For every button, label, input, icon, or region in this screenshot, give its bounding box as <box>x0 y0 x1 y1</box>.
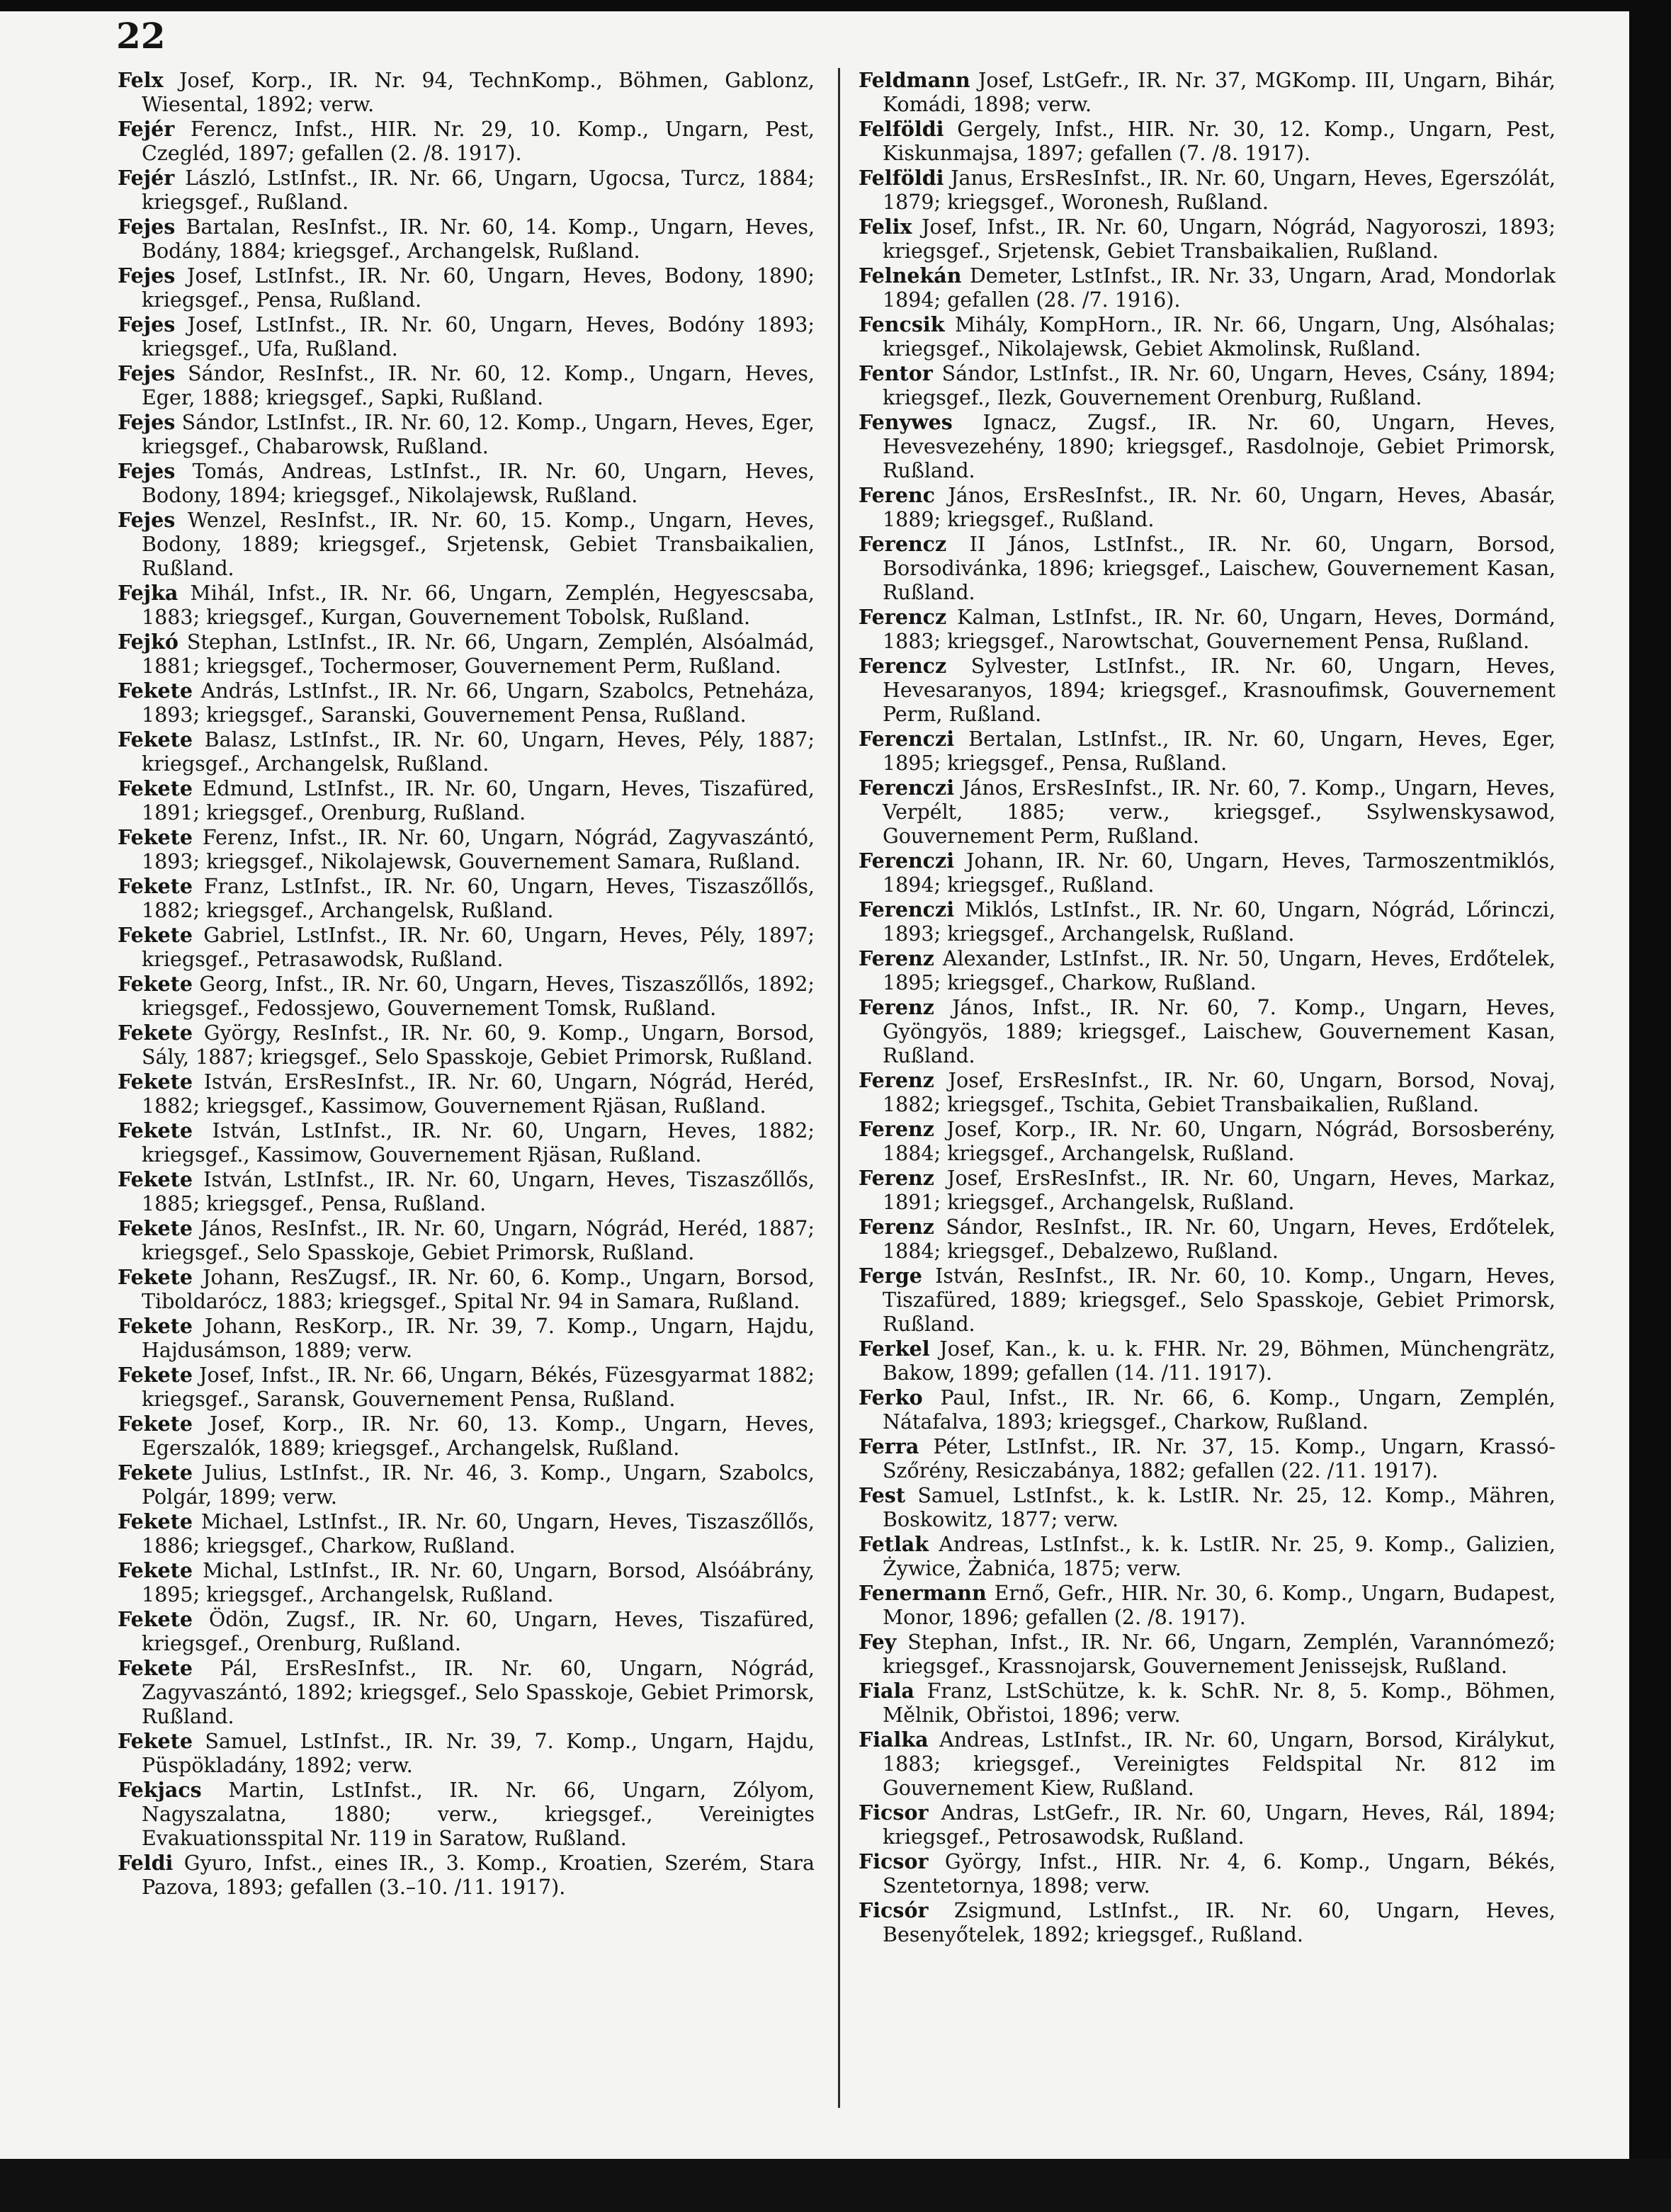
entry-surname: Feldmann <box>859 68 970 92</box>
list-entry <box>859 483 1556 532</box>
entry-details: Bartalan, ResInfst., IR. Nr. 60, 14. Komp., Ungarn, Heves, Bodány, 1884; kriegsgef., Archangelsk, Rußland. <box>142 215 815 263</box>
list-entry <box>118 1509 815 1558</box>
entry-surname: Fejes <box>118 410 176 434</box>
entry-surname: Fekete <box>118 923 193 947</box>
entry-surname: Felnekán <box>859 263 962 288</box>
scan-edge-bottom <box>0 2159 1671 2212</box>
entry-details: Tomás, Andreas, LstInfst., IR. Nr. 60, Ungarn, Heves, Bodony, 1894; kriegsgef., Nikolajewsk, Rußland. <box>142 460 815 507</box>
entry-surname: Ferenczi <box>859 727 955 751</box>
list-entry <box>859 117 1556 166</box>
entry-surname: Ferenz <box>859 1215 934 1239</box>
list-entry <box>118 1558 815 1607</box>
entry-surname: Fejes <box>118 508 176 532</box>
entry-surname: Felix <box>859 215 912 239</box>
list-entry <box>859 1532 1556 1581</box>
entry-details: Samuel, LstInfst., k. k. LstIR. Nr. 25, 12. Komp., Mähren, Boskowitz, 1877; verw. <box>883 1484 1556 1531</box>
list-entry <box>859 68 1556 117</box>
entry-surname: Felföldi <box>859 117 944 141</box>
entry-details: Josef, Infst., IR. Nr. 60, Ungarn, Nógrád, Nagyoroszi, 1893; kriegsgef., Srjetensk, Gebiet Transbaikalien, Rußland. <box>883 215 1556 263</box>
entry-details: Josef, LstInfst., IR. Nr. 60, Ungarn, Heves, Bodóny 1893; kriegsgef., Ufa, Rußland. <box>142 313 815 361</box>
list-entry <box>859 1679 1556 1728</box>
entry-details: Andreas, LstInfst., k. k. LstIR. Nr. 25, 9. Komp., Galizien, Żywice, Żabnića, 1875; verw. <box>883 1533 1556 1580</box>
entry-details: Johann, ResKorp., IR. Nr. 39, 7. Komp., Ungarn, Hajdu, Hajdusámson, 1889; verw. <box>142 1315 815 1362</box>
scan-edge-top <box>0 0 1671 11</box>
entry-details: Johann, ResZugsf., IR. Nr. 60, 6. Komp., Ungarn, Borsod, Tiboldarócz, 1883; kriegsgef., Spital Nr. 94 in Samara, Rußland. <box>142 1266 815 1313</box>
list-entry <box>118 972 815 1021</box>
list-entry <box>859 1337 1556 1385</box>
entry-details: Josef, Korp., IR. Nr. 94, TechnKomp., Böhmen, Gablonz, Wiesental, 1892; verw. <box>142 69 815 116</box>
entry-surname: Fekete <box>118 972 193 996</box>
list-entry <box>118 215 815 263</box>
entry-surname: Ficsor <box>859 1849 929 1873</box>
list-entry <box>859 654 1556 727</box>
list-entry <box>118 1607 815 1656</box>
entry-details: Ernő, Gefr., HIR. Nr. 30, 6. Komp., Ungarn, Budapest, Monor, 1896; gefallen (2. /8. 1917). <box>883 1582 1556 1629</box>
entry-surname: Fejér <box>118 117 175 141</box>
list-entry <box>859 1630 1556 1679</box>
list-entry <box>859 1264 1556 1337</box>
entry-surname: Feldi <box>118 1851 174 1875</box>
entry-details: István, ResInfst., IR. Nr. 60, 10. Komp., Ungarn, Heves, Tiszafüred, 1889; kriegsgef., Selo Spasskoje, Gebiet Primorsk, Rußland. <box>883 1264 1556 1336</box>
list-entry <box>118 727 815 776</box>
entry-details: Franz, LstInfst., IR. Nr. 60, Ungarn, Heves, Tiszaszőllős, 1882; kriegsgef., Archangelsk, Rußland. <box>142 875 815 922</box>
list-entry <box>859 312 1556 361</box>
entry-details: Gabriel, LstInfst., IR. Nr. 60, Ungarn, Heves, Pély, 1897; kriegsgef., Petrasawodsk, Rußland. <box>142 924 815 971</box>
list-entry <box>118 1656 815 1729</box>
entry-surname: Ferenczi <box>859 897 955 921</box>
entry-surname: Ferencz <box>859 532 947 556</box>
entry-surname: Fekete <box>118 1118 193 1142</box>
list-entry <box>118 1412 815 1461</box>
entry-details: Stephan, LstInfst., IR. Nr. 66, Ungarn, Zemplén, Alsóalmád, 1881; kriegsgef., Tochermoser, Gouvernement Perm, Rußland. <box>142 630 815 678</box>
entry-details: Samuel, LstInfst., IR. Nr. 39, 7. Komp., Ungarn, Hajdu, Püspökladány, 1892; verw. <box>142 1730 815 1777</box>
list-entry <box>118 1021 815 1070</box>
entry-surname: Fejkó <box>118 630 179 654</box>
entry-details: II János, LstInfst., IR. Nr. 60, Ungarn, Borsod, Borsodivánka, 1896; kriegsgef., Laischew, Gouvernement Kasan, Rußland. <box>883 533 1556 604</box>
entry-details: Josef, LstInfst., IR. Nr. 60, Ungarn, Heves, Bodony, 1890; kriegsgef., Pensa, Rußland. <box>142 264 815 312</box>
entry-surname: Fenywes <box>859 410 953 434</box>
entry-details: Martin, LstInfst., IR. Nr. 66, Ungarn, Zólyom, Nagyszalatna, 1880; verw., kriegsgef., Vereinigtes Evakuationsspital Nr. 119 in Saratow, Rußland. <box>142 1779 815 1850</box>
entry-surname: Fekete <box>118 1070 193 1094</box>
entry-details: Josef, ErsResInfst., IR. Nr. 60, Ungarn, Borsod, Novaj, 1882; kriegsgef., Tschita, Gebiet Transbaikalien, Rußland. <box>883 1069 1556 1116</box>
entry-surname: Fest <box>859 1483 906 1507</box>
entry-surname: Fekete <box>118 727 193 751</box>
list-entry <box>859 1385 1556 1434</box>
entry-details: Josef, Korp., IR. Nr. 60, Ungarn, Nógrád, Borsosberény, 1884; kriegsgef., Archangelsk, Rußland. <box>883 1118 1556 1165</box>
entry-surname: Ferenc <box>859 483 936 507</box>
entry-details: Ödön, Zugsf., IR. Nr. 60, Ungarn, Heves, Tiszafüred, kriegsgef., Orenburg, Rußland. <box>142 1608 815 1655</box>
entry-surname: Fialka <box>859 1728 929 1752</box>
entry-details: György, ResInfst., IR. Nr. 60, 9. Komp., Ungarn, Borsod, Sály, 1887; kriegsgef., Selo Spasskoje, Gebiet Primorsk, Rußland. <box>142 1021 815 1069</box>
entry-details: Sándor, LstInfst., IR. Nr. 60, Ungarn, Heves, Csány, 1894; kriegsgef., Ilezk, Gouvernement Orenburg, Rußland. <box>883 362 1556 409</box>
entry-details: Gyuro, Infst., eines IR., 3. Komp., Kroatien, Szerém, Stara Pazova, 1893; gefallen (3.–10. /11. 1917). <box>142 1851 815 1899</box>
entry-surname: Fejes <box>118 215 176 239</box>
entry-details: Mihál, Infst., IR. Nr. 66, Ungarn, Zemplén, Hegyescsaba, 1883; kriegsgef., Kurgan, Gouvernement Tobolsk, Rußland. <box>142 582 815 629</box>
entry-surname: Fekete <box>118 1461 193 1485</box>
entry-details: István, LstInfst., IR. Nr. 60, Ungarn, Heves, Tiszaszőllős, 1885; kriegsgef., Pensa, Rußland. <box>142 1168 815 1215</box>
list-entry <box>859 410 1556 483</box>
list-entry <box>118 508 815 581</box>
entry-surname: Fekete <box>118 1729 193 1753</box>
entry-surname: Ferenz <box>859 1068 934 1092</box>
entry-details: Miklós, LstInfst., IR. Nr. 60, Ungarn, Nógrád, Lőrinczi, 1893; kriegsgef., Archangelsk, Rußland. <box>883 898 1556 946</box>
entry-surname: Fekete <box>118 1412 193 1436</box>
entry-details: Janus, ErsResInfst., IR. Nr. 60, Ungarn, Heves, Egerszólát, 1879; kriegsgef., Woronesh, Rußland. <box>883 166 1556 214</box>
list-entry <box>859 995 1556 1068</box>
entry-details: Michal, LstInfst., IR. Nr. 60, Ungarn, Borsod, Alsóábrány, 1895; kriegsgef., Archangelsk, Rußland. <box>142 1559 815 1606</box>
list-entry <box>118 630 815 679</box>
entry-details: Andreas, LstInfst., IR. Nr. 60, Ungarn, Borsod, Királykut, 1883; kriegsgef., Vereinigtes Feldspital Nr. 812 im Gouvernement Kiew, Rußland. <box>883 1728 1556 1800</box>
entry-surname: Fekete <box>118 1167 193 1191</box>
entry-surname: Ferge <box>859 1264 922 1288</box>
entry-surname: Fekete <box>118 1314 193 1338</box>
entry-details: Paul, Infst., IR. Nr. 66, 6. Komp., Ungarn, Zemplén, Nátafalva, 1893; kriegsgef., Charkow, Rußland. <box>883 1386 1556 1434</box>
entry-details: László, LstInfst., IR. Nr. 66, Ungarn, Ugocsa, Turcz, 1884; kriegsgef., Rußland. <box>142 166 815 214</box>
entry-details: Ferencz, Infst., HIR. Nr. 29, 10. Komp., Ungarn, Pest, Czegléd, 1897; gefallen (2. /8. 1917). <box>142 118 815 165</box>
entry-details: Balasz, LstInfst., IR. Nr. 60, Ungarn, Heves, Pély, 1887; kriegsgef., Archangelsk, Rußland. <box>142 728 815 776</box>
entry-details: Josef, LstGefr., IR. Nr. 37, MGKomp. III, Ungarn, Bihár, Komádi, 1898; verw. <box>883 69 1556 116</box>
entry-details: Kalman, LstInfst., IR. Nr. 60, Ungarn, Heves, Dormánd, 1883; kriegsgef., Narowtschat, Gouvernement Pensa, Rußland. <box>883 606 1556 653</box>
list-entry <box>859 166 1556 215</box>
entry-surname: Fejes <box>118 361 176 385</box>
list-entry <box>118 361 815 410</box>
list-entry <box>859 946 1556 995</box>
entry-surname: Ferenz <box>859 946 934 970</box>
list-entry <box>859 532 1556 605</box>
entry-surname: Fekete <box>118 874 193 898</box>
entry-surname: Fekjacs <box>118 1778 202 1802</box>
entry-details: Gergely, Infst., HIR. Nr. 30, 12. Komp., Ungarn, Pest, Kiskunmajsa, 1897; gefallen (7. /8. 1917). <box>883 118 1556 165</box>
entry-surname: Ferko <box>859 1385 923 1410</box>
entry-surname: Fekete <box>118 1509 193 1533</box>
entry-details: Stephan, Infst., IR. Nr. 66, Ungarn, Zemplén, Varannómező; kriegsgef., Krassnojarsk, Gouvernement Jenissejsk, Rußland. <box>883 1630 1556 1678</box>
list-entry <box>118 263 815 312</box>
entry-surname: Ferkel <box>859 1337 930 1361</box>
entry-details: Josef, Infst., IR. Nr. 66, Ungarn, Békés, Füzesgyarmat 1882; kriegsgef., Saransk, Gouvernement Pensa, Rußland. <box>142 1363 815 1411</box>
entry-details: András, LstInfst., IR. Nr. 66, Ungarn, Szabolcs, Petneháza, 1893; kriegsgef., Saranski, Gouvernement Pensa, Rußland. <box>142 679 815 727</box>
entry-details: István, LstInfst., IR. Nr. 60, Ungarn, Heves, 1882; kriegsgef., Kassimow, Gouvernement Rjäsan, Rußland. <box>142 1119 815 1167</box>
entry-surname: Ficsor <box>859 1800 929 1825</box>
list-entry <box>118 679 815 727</box>
entry-details: Edmund, LstInfst., IR. Nr. 60, Ungarn, Heves, Tiszafüred, 1891; kriegsgef., Orenburg, Rußland. <box>142 777 815 824</box>
list-entry <box>118 1314 815 1363</box>
entry-surname: Fekete <box>118 1265 193 1289</box>
entry-details: Sándor, ResInfst., IR. Nr. 60, Ungarn, Heves, Erdőtelek, 1884; kriegsgef., Debalzewo, Rußland. <box>883 1215 1556 1263</box>
page-number: 22 <box>116 15 166 57</box>
entry-details: Josef, ErsResInfst., IR. Nr. 60, Ungarn, Heves, Markaz, 1891; kriegsgef., Archangelsk, Rußland. <box>883 1167 1556 1214</box>
list-entry <box>859 361 1556 410</box>
entry-surname: Felx <box>118 68 164 92</box>
entry-surname: Fenermann <box>859 1581 987 1605</box>
entry-details: Sylvester, LstInfst., IR. Nr. 60, Ungarn, Heves, Hevesaranyos, 1894; kriegsgef., Krasnoufimsk, Gouvernement Perm, Rußland. <box>883 654 1556 726</box>
list-entry <box>118 1851 815 1900</box>
list-entry <box>118 117 815 166</box>
entry-surname: Fekete <box>118 1021 193 1045</box>
column-divider <box>838 68 840 2108</box>
list-entry <box>118 166 815 215</box>
list-entry <box>118 1729 815 1778</box>
list-entry <box>859 1581 1556 1630</box>
entry-details: Alexander, LstInfst., IR. Nr. 50, Ungarn, Heves, Erdőtelek, 1895; kriegsgef., Charkow, Rußland. <box>883 947 1556 994</box>
entry-details: János, ErsResInfst., IR. Nr. 60, Ungarn, Heves, Abasár, 1889; kriegsgef., Rußland. <box>883 484 1556 531</box>
list-entry <box>118 1265 815 1314</box>
list-entry <box>118 1118 815 1167</box>
entry-surname: Ferencz <box>859 605 947 629</box>
list-entry <box>118 1363 815 1412</box>
list-entry <box>859 1215 1556 1264</box>
entry-details: Michael, LstInfst., IR. Nr. 60, Ungarn, Heves, Tiszaszőllős, 1886; kriegsgef., Charkow, Rußland. <box>142 1510 815 1558</box>
entry-surname: Fejka <box>118 581 179 605</box>
entry-surname: Fejes <box>118 459 176 483</box>
entry-surname: Ferra <box>859 1434 919 1458</box>
entry-details: János, Infst., IR. Nr. 60, 7. Komp., Ungarn, Heves, Gyöngyös, 1889; kriegsgef., Laischew, Gouvernement Kasan, Rußland. <box>883 996 1556 1067</box>
entry-details: Bertalan, LstInfst., IR. Nr. 60, Ungarn, Heves, Eger, 1895; kriegsgef., Pensa, Rußland. <box>883 727 1556 775</box>
list-entry <box>859 1117 1556 1166</box>
list-entry <box>118 1461 815 1509</box>
entry-surname: Fejes <box>118 312 176 336</box>
entry-details: Ignacz, Zugsf., IR. Nr. 60, Ungarn, Heves, Hevesvezehény, 1890; kriegsgef., Rasdolnoje, Gebiet Primorsk, Rußland. <box>883 411 1556 482</box>
entry-surname: Fejér <box>118 166 175 190</box>
list-entry <box>859 1483 1556 1532</box>
entry-surname: Ficsór <box>859 1898 929 1922</box>
entry-details: Sándor, LstInfst., IR. Nr. 60, 12. Komp., Ungarn, Heves, Eger, kriegsgef., Chabarowsk, Rußland. <box>142 411 815 458</box>
list-entry <box>118 1070 815 1118</box>
list-entry <box>118 1778 815 1851</box>
entry-surname: Fekete <box>118 1363 193 1387</box>
entry-surname: Fentor <box>859 361 933 385</box>
entry-surname: Fekete <box>118 776 193 800</box>
entry-surname: Ferencz <box>859 654 947 678</box>
list-entry <box>859 605 1556 654</box>
entry-details: Josef, Korp., IR. Nr. 60, 13. Komp., Ungarn, Heves, Egerszalók, 1889; kriegsgef., Archangelsk, Rußland. <box>142 1412 815 1460</box>
entry-details: Andras, LstGefr., IR. Nr. 60, Ungarn, Heves, Rál, 1894; kriegsgef., Petrosawodsk, Rußland. <box>883 1801 1556 1849</box>
list-entry <box>118 776 815 825</box>
entry-details: Demeter, LstInfst., IR. Nr. 33, Ungarn, Arad, Mondorlak 1894; gefallen (28. /7. 1916). <box>883 264 1556 312</box>
entry-details: Josef, Kan., k. u. k. FHR. Nr. 29, Böhmen, Münchengrätz, Bakow, 1899; gefallen (14. /11. 1917). <box>883 1337 1556 1385</box>
list-entry <box>118 459 815 508</box>
list-entry <box>118 1167 815 1216</box>
entry-surname: Fey <box>859 1630 897 1654</box>
list-entry <box>859 776 1556 849</box>
entry-surname: Ferenz <box>859 1166 934 1190</box>
scan-edge-right <box>1629 0 1671 2212</box>
list-entry <box>859 727 1556 776</box>
entry-surname: Ferenczi <box>859 849 955 873</box>
entry-details: Zsigmund, LstInfst., IR. Nr. 60, Ungarn, Heves, Besenyőtelek, 1892; kriegsgef., Rußland. <box>883 1899 1556 1946</box>
entry-surname: Fekete <box>118 1216 193 1240</box>
entry-surname: Fekete <box>118 1607 193 1631</box>
list-entry <box>859 849 1556 897</box>
entry-surname: Felföldi <box>859 166 944 190</box>
list-entry <box>859 263 1556 312</box>
entry-surname: Fekete <box>118 825 193 849</box>
entry-surname: Fekete <box>118 679 193 703</box>
entry-surname: Ferenz <box>859 995 934 1019</box>
list-entry <box>118 874 815 923</box>
entry-details: Julius, LstInfst., IR. Nr. 46, 3. Komp., Ungarn, Szabolcs, Polgár, 1899; verw. <box>142 1461 815 1509</box>
right-column <box>859 68 1556 1947</box>
list-entry <box>118 312 815 361</box>
list-entry <box>859 1898 1556 1947</box>
list-entry <box>859 1166 1556 1215</box>
list-entry <box>118 825 815 874</box>
entry-surname: Fiala <box>859 1679 914 1703</box>
entry-surname: Fejes <box>118 263 176 288</box>
list-entry <box>859 1849 1556 1898</box>
left-column <box>118 68 815 1900</box>
entry-details: György, Infst., HIR. Nr. 4, 6. Komp., Ungarn, Békés, Szentetornya, 1898; verw. <box>883 1850 1556 1898</box>
entry-details: János, ResInfst., IR. Nr. 60, Ungarn, Nógrád, Heréd, 1887; kriegsgef., Selo Spasskoje, Gebiet Primorsk, Rußland. <box>142 1217 815 1264</box>
entry-surname: Fetlak <box>859 1532 929 1556</box>
entry-details: János, ErsResInfst., IR. Nr. 60, 7. Komp., Ungarn, Heves, Verpélt, 1885; verw., kriegsgef., Ssylwenskysawod, Gouvernement Perm, Rußland. <box>883 776 1556 848</box>
entry-details: Georg, Infst., IR. Nr. 60, Ungarn, Heves, Tiszaszőllős, 1892; kriegsgef., Fedossjewo, Gouvernement Tomsk, Rußland. <box>142 972 815 1020</box>
list-entry <box>118 923 815 972</box>
entry-details: Ferenz, Infst., IR. Nr. 60, Ungarn, Nógrád, Zagyvaszántó, 1893; kriegsgef., Nikolajewsk, Gouvernement Samara, Rußland. <box>142 826 815 873</box>
list-entry <box>859 1068 1556 1117</box>
entry-surname: Ferenczi <box>859 776 955 800</box>
entry-surname: Fekete <box>118 1558 193 1582</box>
list-entry <box>118 1216 815 1265</box>
list-entry <box>859 1800 1556 1849</box>
entry-details: Mihály, KompHorn., IR. Nr. 66, Ungarn, Ung, Alsóhalas; kriegsgef., Nikolajewsk, Gebiet Akmolinsk, Rußland. <box>883 313 1556 361</box>
list-entry <box>118 410 815 459</box>
entry-details: István, ErsResInfst., IR. Nr. 60, Ungarn, Nógrád, Heréd, 1882; kriegsgef., Kassimow, Gouvernement Rjäsan, Rußland. <box>142 1070 815 1118</box>
entry-details: Péter, LstInfst., IR. Nr. 37, 15. Komp., Ungarn, Krassó-Szőrény, Resiczabánya, 1882; gefallen (22. /11. 1917). <box>883 1435 1556 1482</box>
entry-surname: Fencsik <box>859 312 945 336</box>
list-entry <box>859 215 1556 263</box>
entry-details: Sándor, ResInfst., IR. Nr. 60, 12. Komp., Ungarn, Heves, Eger, 1888; kriegsgef., Sapki, Rußland. <box>142 362 815 409</box>
list-entry <box>859 897 1556 946</box>
list-entry <box>118 581 815 630</box>
list-entry <box>118 68 815 117</box>
list-entry <box>859 1434 1556 1483</box>
entry-surname: Ferenz <box>859 1117 934 1141</box>
entry-details: Wenzel, ResInfst., IR. Nr. 60, 15. Komp., Ungarn, Heves, Bodony, 1889; kriegsgef., Srjetensk, Gebiet Transbaikalien, Rußland. <box>142 509 815 580</box>
entry-details: Pál, ErsResInfst., IR. Nr. 60, Ungarn, Nógrád, Zagyvaszántó, 1892; kriegsgef., Selo Spasskoje, Gebiet Primorsk, Rußland. <box>142 1657 815 1728</box>
entry-details: Franz, LstSchütze, k. k. SchR. Nr. 8, 5. Komp., Böhmen, Mělnik, Obřistoi, 1896; verw. <box>883 1679 1556 1727</box>
entry-details: Johann, IR. Nr. 60, Ungarn, Heves, Tarmoszentmiklós, 1894; kriegsgef., Rußland. <box>883 849 1556 897</box>
entry-surname: Fekete <box>118 1656 193 1680</box>
list-entry <box>859 1728 1556 1800</box>
